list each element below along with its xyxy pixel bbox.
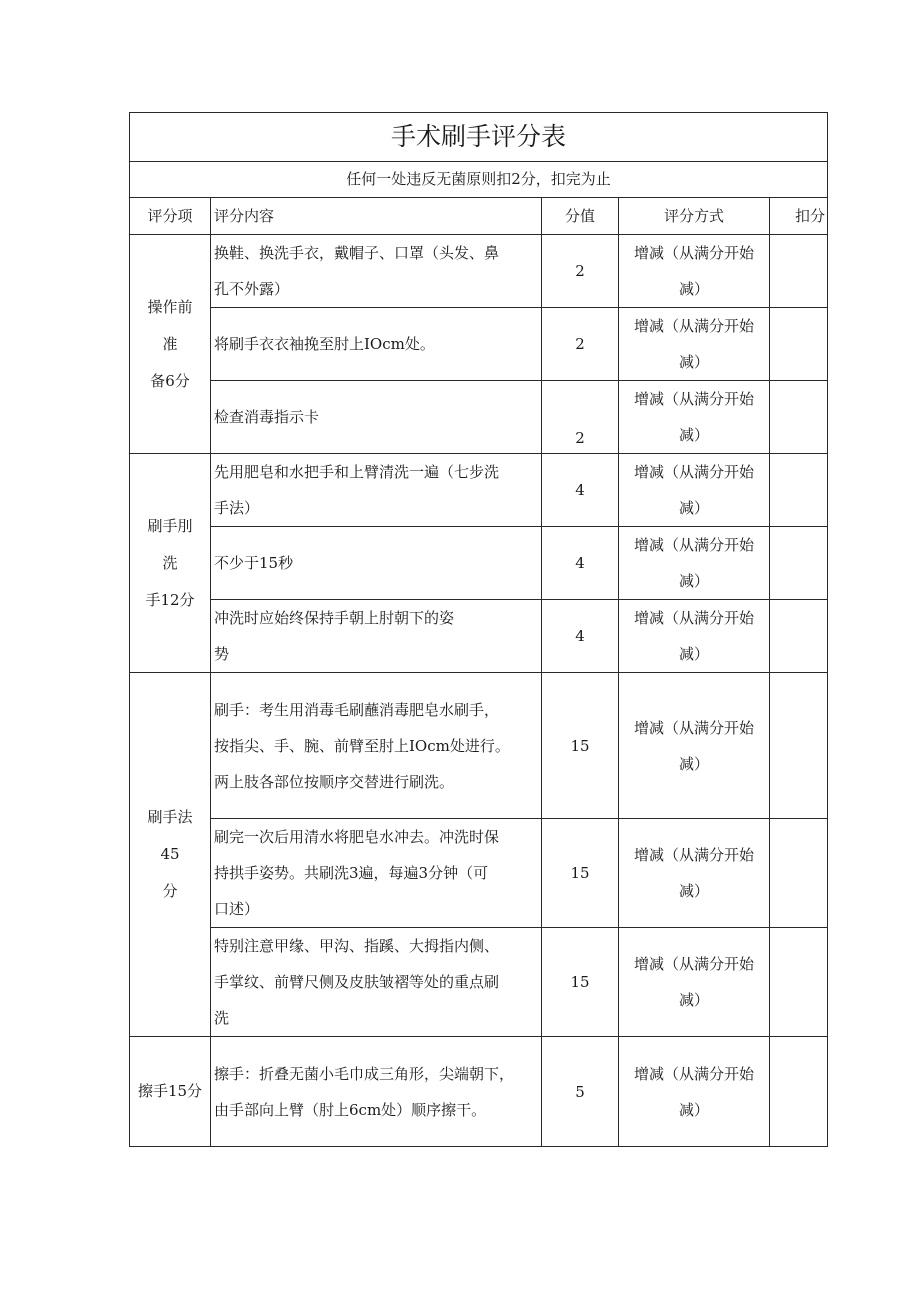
deduct-cell[interactable] xyxy=(770,308,828,381)
criterion-content: 擦手：折叠无菌小毛巾成三角形，尖端朝下， 由手部向上臂（肘上6cm处）顺序擦干。 xyxy=(211,1037,542,1147)
deduct-cell[interactable] xyxy=(770,928,828,1037)
criterion-score: 2 xyxy=(542,308,619,381)
deduct-cell[interactable] xyxy=(770,1037,828,1147)
deduct-cell[interactable] xyxy=(770,454,828,527)
header-score: 分值 xyxy=(542,198,619,235)
section-label: 刷手法 45 分 xyxy=(130,673,211,1037)
criterion-content: 先用肥皂和水把手和上臂清洗一遍（七步洗 手法） xyxy=(211,454,542,527)
criterion-method: 增减（从满分开始 减） xyxy=(619,527,770,600)
table-row xyxy=(130,819,828,928)
table-row xyxy=(130,381,828,454)
criterion-content: 将刷手衣衣袖挽至肘上IOcm处。 xyxy=(211,308,542,381)
criterion-content: 特别注意甲缘、甲沟、指蹊、大拇指内侧、 手掌纹、前臂尺侧及皮肤皱褶等处的重点刷 洗 xyxy=(211,928,542,1037)
deduct-cell[interactable] xyxy=(770,235,828,308)
criterion-score: 4 xyxy=(542,454,619,527)
deduct-cell[interactable] xyxy=(770,527,828,600)
sheet-title: 手术刷手评分表 xyxy=(130,113,828,162)
criterion-method: 增减（从满分开始 减） xyxy=(619,381,770,454)
table-row xyxy=(130,527,828,600)
header-method: 评分方式 xyxy=(619,198,770,235)
header-deduct: 扣分 xyxy=(770,198,828,235)
criterion-method: 增减（从满分开始 减） xyxy=(619,308,770,381)
criterion-content: 冲洗时应始终保持手朝上肘朝下的姿 势 xyxy=(211,600,542,673)
section-label: 操作前 准 备6分 xyxy=(130,235,211,454)
score-table xyxy=(129,112,828,1147)
table-row xyxy=(130,600,828,673)
section-label: 刷手刖 洗 手12分 xyxy=(130,454,211,673)
score-sheet xyxy=(129,112,827,1147)
criterion-method: 增减（从满分开始 减） xyxy=(619,673,770,819)
table-row xyxy=(130,673,828,819)
rule-note: 任何一处违反无菌原则扣2分，扣完为止 xyxy=(130,162,828,198)
criterion-method: 增减（从满分开始 减） xyxy=(619,454,770,527)
deduct-cell[interactable] xyxy=(770,673,828,819)
criterion-score: 4 xyxy=(542,527,619,600)
table-row xyxy=(130,235,828,308)
criterion-score: 2 xyxy=(542,235,619,308)
criterion-score: 15 xyxy=(542,819,619,928)
criterion-score: 2 xyxy=(542,381,619,454)
criterion-method: 增减（从满分开始 减） xyxy=(619,819,770,928)
header-item: 评分项 xyxy=(130,198,211,235)
table-row xyxy=(130,308,828,381)
criterion-content: 刷手：考生用消毒毛刷蘸消毒肥皂水刷手， 按指尖、手、腕、前臂至肘上IOcm处进行。 两上肢各部位按顺序交替进行刷洗。 xyxy=(211,673,542,819)
criterion-method: 增减（从满分开始 减） xyxy=(619,1037,770,1147)
table-row xyxy=(130,454,828,527)
criterion-score: 4 xyxy=(542,600,619,673)
table-row xyxy=(130,928,828,1037)
section-label: 擦手15分 xyxy=(130,1037,211,1147)
deduct-cell[interactable] xyxy=(770,381,828,454)
criterion-score: 15 xyxy=(542,673,619,819)
criterion-method: 增减（从满分开始 减） xyxy=(619,235,770,308)
deduct-cell[interactable] xyxy=(770,819,828,928)
criterion-content: 不少于15秒 xyxy=(211,527,542,600)
criterion-score: 5 xyxy=(542,1037,619,1147)
header-row xyxy=(130,198,828,235)
deduct-cell[interactable] xyxy=(770,600,828,673)
criterion-score: 15 xyxy=(542,928,619,1037)
table-row xyxy=(130,1037,828,1147)
criterion-content: 检查消毒指示卡 xyxy=(211,381,542,454)
criterion-method: 增减（从满分开始 减） xyxy=(619,928,770,1037)
header-content: 评分内容 xyxy=(211,198,542,235)
criterion-method: 增减（从满分开始 减） xyxy=(619,600,770,673)
criterion-content: 换鞋、换洗手衣，戴帽子、口罩（头发、鼻 孔不外露） xyxy=(211,235,542,308)
criterion-content: 刷完一次后用清水将肥皂水冲去。冲洗时保 持拱手姿势。共刷洗3遍，每遍3分钟（可 口述） xyxy=(211,819,542,928)
